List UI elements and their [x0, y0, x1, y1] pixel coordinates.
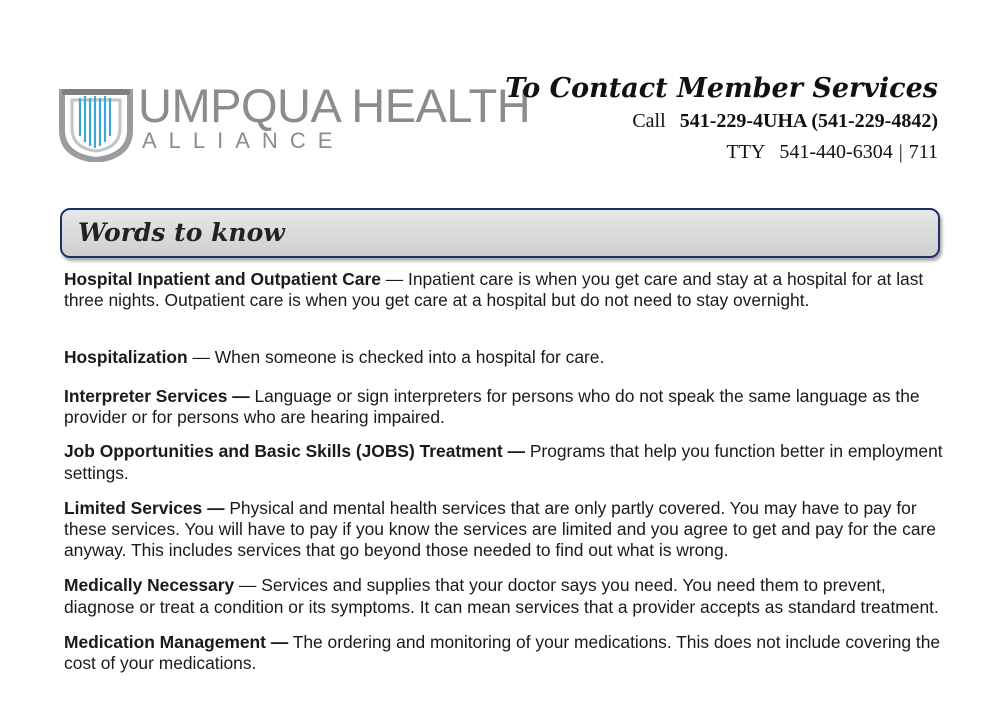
definition-dash: — — [270, 631, 289, 652]
contact-call-line — [505, 106, 938, 137]
definition-text: Programs that help you function better in employment settings. — [64, 441, 943, 483]
logo-subtitle: ALLIANCE — [142, 128, 345, 153]
tty-number: 541-440-6304 — [779, 141, 893, 163]
relay-number: 711 — [908, 141, 938, 163]
definition-text: Language or sign interpreters for persons who do not speak the same language as the provider or for persons who are hearing impaired. — [64, 386, 920, 428]
definition-item — [64, 575, 944, 617]
definition-dash: — — [385, 269, 404, 289]
definition-term: Medication Management — [64, 631, 266, 652]
tty-label: TTY — [726, 141, 766, 163]
definition-text: Inpatient care is when you get care and stay at a hospital for at last three nights. Outpatient care is when you get care at a hospital but do not need to stay overnight. — [64, 269, 924, 311]
definition-item — [64, 269, 944, 333]
logo-wordmark: UMPQUA HEALTH — [138, 79, 531, 132]
definition-text: Services and supplies that your doctor says you need. You need them to prevent, diagnose or treat a condition or its symptoms. It can mean services that a provider accepts as standard treatment. — [64, 575, 939, 617]
definitions-list — [64, 269, 944, 674]
definition-dash: — — [507, 441, 525, 462]
section-title: Words to know — [78, 218, 285, 247]
definition-item — [64, 498, 944, 562]
definition-term: Interpreter Services — [64, 386, 228, 406]
definition-dash: — — [239, 575, 257, 596]
call-label: Call — [632, 110, 666, 132]
definition-dash: — — [207, 497, 225, 518]
definition-term: Medically Necessary — [64, 575, 235, 596]
call-number: 541-229-4UHA (541-229-4842) — [679, 110, 938, 132]
definition-text: The ordering and monitoring of your medications. This does not include covering the cost of your medications. — [64, 631, 941, 674]
definition-term: Job Opportunities and Basic Skills (JOBS) Treatment — [64, 441, 503, 462]
definition-text: When someone is checked into a hospital for care. — [214, 347, 605, 367]
umpqua-health-logo — [58, 79, 531, 164]
definition-term: Hospitalization — [64, 347, 188, 367]
definition-item — [64, 347, 944, 369]
definition-dash: — — [232, 386, 250, 406]
definition-term: Hospital Inpatient and Outpatient Care — [64, 269, 381, 289]
contact-tty-line — [505, 137, 938, 168]
definition-item — [64, 386, 944, 428]
section-banner — [60, 208, 940, 258]
definition-dash: — — [192, 347, 210, 367]
definition-text: Physical and mental health services that are only partly covered. You may have to pay for these services. You will have to pay if you know the services are limited and you agree to get and pay for the care anyway. This includes services that go beyond those needed to find out what is wrong. — [64, 497, 936, 561]
contact-block — [505, 72, 938, 168]
tty-separator: | — [898, 141, 903, 163]
definition-item — [64, 632, 944, 674]
logo-mark-icon — [58, 86, 136, 162]
definition-term: Limited Services — [64, 497, 203, 518]
contact-title: To Contact Member Services — [505, 73, 938, 104]
definition-item — [64, 441, 944, 483]
